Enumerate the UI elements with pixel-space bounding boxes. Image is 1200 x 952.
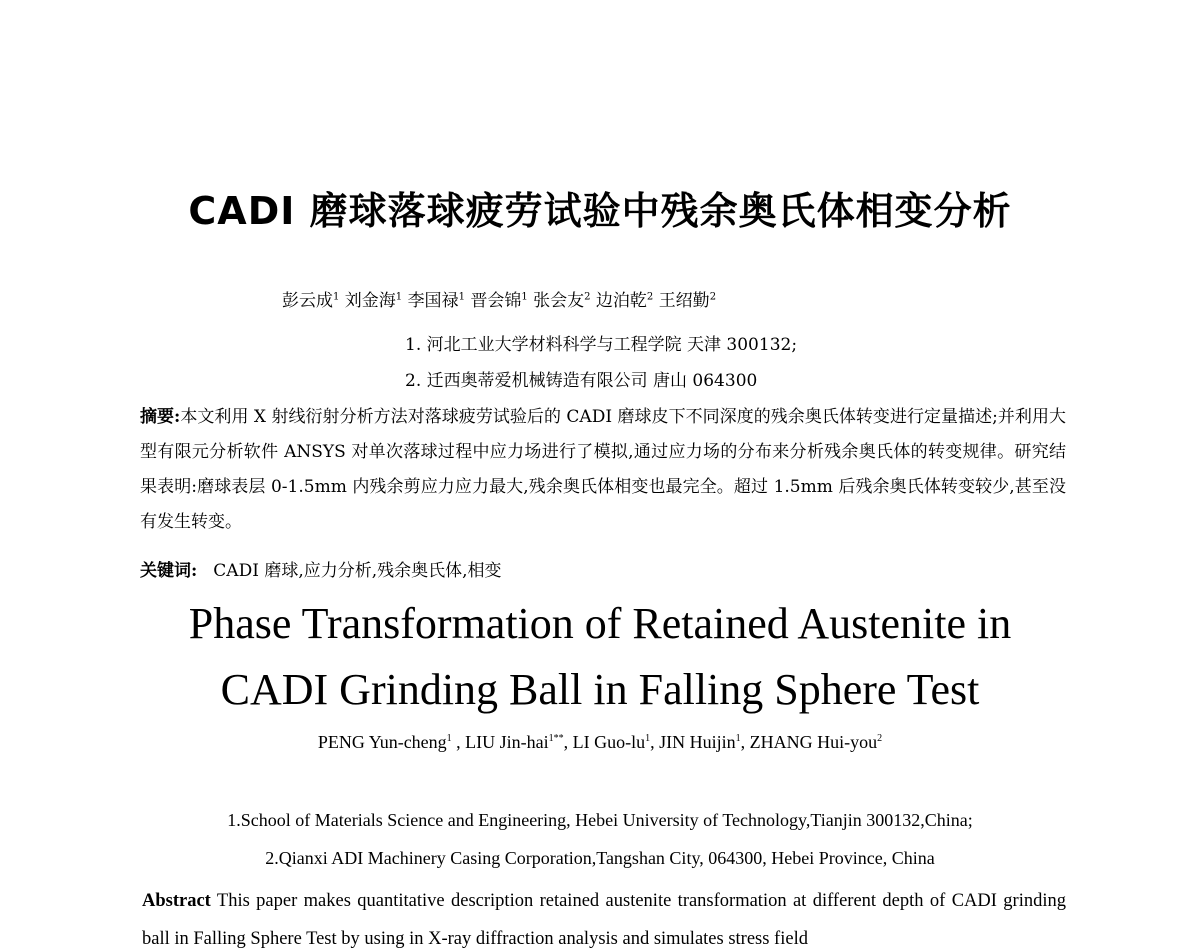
chinese-author: 张会友$^2$ [533, 291, 591, 311]
english-author: LIU Jin-hai$^{1**}$ [465, 732, 564, 752]
chinese-keywords-label: 关键词: [140, 561, 198, 581]
chinese-author-list [282, 286, 716, 311]
chinese-keywords [140, 556, 502, 581]
english-author: PENG Yun-cheng$^1$ [317, 732, 452, 752]
english-abstract-label: Abstract [142, 891, 211, 911]
chinese-affiliation-2: 2. 迁西奥蒂爱机械铸造有限公司 唐山 064300 [405, 371, 758, 391]
english-title-line-1: Phase Transformation of Retained Austenite in [188, 599, 1012, 648]
english-affiliation-1: 1.School of Materials Science and Engineering, Hebei University of Technology,Tianjin 300132,China; [227, 810, 973, 830]
chinese-author: 刘金海$^1$ [344, 291, 403, 311]
english-abstract [142, 882, 1066, 952]
english-abstract-text: This paper makes quantitative description retained austenite transformation at different depth of CADI grinding ball in Falling Sphere Test by using in X-ray diffraction analysis and simulates stress field [142, 891, 1067, 949]
chinese-author: 晋会锦$^1$ [470, 291, 528, 311]
english-author: ZHANG Hui-you$^2$ [749, 732, 883, 752]
chinese-author: 王绍勤$^2$ [658, 291, 717, 311]
chinese-abstract-label: 摘要: [140, 407, 181, 427]
chinese-author: 彭云成$^1$ [282, 291, 340, 311]
chinese-affiliation-1: 1. 河北工业大学材料科学与工程学院 天津 300132; [405, 335, 798, 355]
english-author: LI Guo-$lu^1$ [572, 732, 651, 752]
chinese-author: 边泊乾$^2$ [595, 291, 654, 311]
english-author-list: PENG Yun-cheng$^1$ , LIU Jin-hai$^{1**}$, LI Guo-$lu^1$, JIN Huijin$^1$, ZHANG Hui-you$^2$ [317, 732, 883, 752]
english-title-line-2: CADI Grinding Ball in Falling Sphere Test [220, 665, 980, 714]
chinese-abstract-text: 本文利用 X 射线衍射分析方法对落球疲劳试验后的 CADI 磨球皮下不同深度的残余奥氏体转变进行定量描述;并利用大型有限元分析软件 ANSYS 对单次落球过程中应力场进行了模拟,通过应力场的分布来分析残余奥氏体的转变规律。研究结果表明:磨球表层 0-1.5mm 内残余剪应力应力最大,残余奥氏体相变也最完全。超过 1.5mm 后残余奥氏体转变较少,甚至没有发生转变。 [140, 407, 1066, 532]
english-affiliation-2: 2.Qianxi ADI Machinery Casing Corporation,Tangshan City, 064300, Hebei Province, China [265, 848, 935, 868]
chinese-author: 李国禄$^1$ [407, 291, 465, 311]
chinese-keywords-text: CADI 磨球,应力分析,残余奥氏体,相变 [213, 561, 502, 581]
english-author: JIN Huijin$^1$ [659, 732, 741, 752]
chinese-title: CADI 磨球落球疲劳试验中残余奥氏体相变分析 [188, 189, 1012, 233]
chinese-abstract [140, 400, 1066, 540]
